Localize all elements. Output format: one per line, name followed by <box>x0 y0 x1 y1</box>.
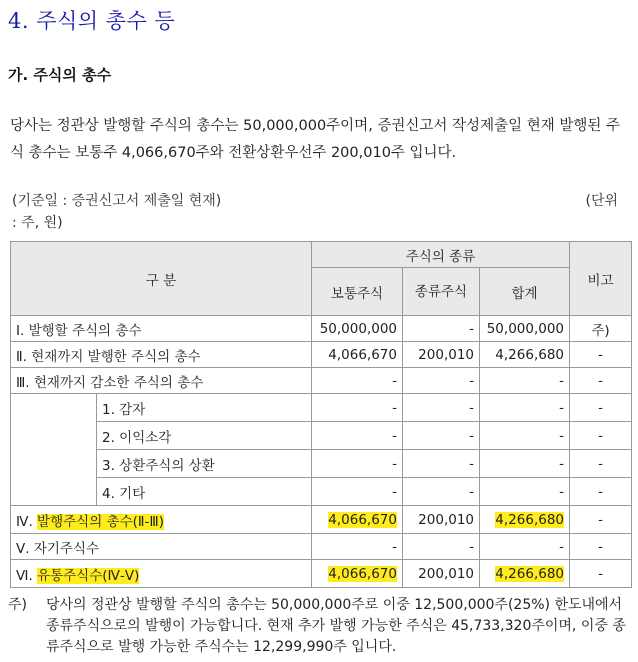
basis-date <box>12 190 221 234</box>
table-header-row-1 <box>11 242 632 268</box>
cell-common: - <box>312 422 403 450</box>
cell-common: 4,066,670 <box>312 342 403 368</box>
cell-class-stock: 200,010 <box>403 560 480 588</box>
row-label: 3. 상환주식의 상환 <box>97 450 312 478</box>
footnote-mark: 주) <box>8 597 27 613</box>
cell-class-stock: - <box>403 534 480 560</box>
row-label: 4. 기타 <box>97 478 312 506</box>
cell-remarks: - <box>570 478 632 506</box>
cell-common <box>312 560 403 588</box>
row-label: 1. 감자 <box>97 394 312 422</box>
highlighted-label: 발행주식의 총수(Ⅱ-Ⅲ) <box>37 513 164 530</box>
cell-total: - <box>480 368 570 394</box>
cell-remarks: - <box>570 368 632 394</box>
table-row <box>11 534 632 560</box>
cell-total <box>480 506 570 534</box>
header-remarks: 비고 <box>570 242 632 316</box>
row-label: 2. 이익소각 <box>97 422 312 450</box>
cell-remarks: - <box>570 422 632 450</box>
cell-common: - <box>312 394 403 422</box>
subsection-title: 가. 주식의 총수 <box>8 66 112 84</box>
header-total: 합계 <box>480 268 570 316</box>
cell-common: - <box>312 478 403 506</box>
cell-common <box>312 506 403 534</box>
share-count-table <box>10 241 632 588</box>
header-category: 구 분 <box>11 242 312 316</box>
cell-total: - <box>480 534 570 560</box>
cell-total: - <box>480 478 570 506</box>
cell-remarks: - <box>570 506 632 534</box>
intro-paragraph: 당사는 정관상 발행할 주식의 총수는 50,000,000주이며, 증권신고서 작성제출일 현재 발행된 주식 총수는 보통주 4,066,670주와 전환상환우선주 200,010주 입니다. <box>10 118 620 161</box>
cell-total: - <box>480 394 570 422</box>
row-label: Ⅰ. 발행할 주식의 총수 <box>11 316 312 342</box>
cell-total <box>480 560 570 588</box>
cell-class-stock: 200,010 <box>403 342 480 368</box>
header-class-stock: 종류주식 <box>403 268 480 316</box>
footnote-text: 당사의 정관상 발행할 주식의 총수는 50,000,000주로 이중 12,500,000주(25%) 한도내에서 종류주식으로의 발행이 가능합니다. 현재 추가 발행 가능한 주식은 45,733,320주이며, 이중 종류주식으로 발행 가능한 주식수는 12,299,990주 입니다. <box>46 597 626 655</box>
highlighted-label: 유통주식수(Ⅳ-Ⅴ) <box>37 567 140 584</box>
cell-total: - <box>480 422 570 450</box>
highlighted-value: 4,066,670 <box>328 511 397 528</box>
cell-remarks: 주) <box>570 316 632 342</box>
highlighted-value: 4,266,680 <box>495 565 565 582</box>
cell-remarks: - <box>570 342 632 368</box>
table-row <box>11 394 632 422</box>
highlighted-value: 4,066,670 <box>328 565 397 582</box>
cell-class-stock: - <box>403 394 480 422</box>
cell-remarks: - <box>570 560 632 588</box>
cell-remarks: - <box>570 394 632 422</box>
row-label <box>11 560 312 588</box>
table-row <box>11 560 632 588</box>
cell-common: - <box>312 368 403 394</box>
cell-class-stock: - <box>403 450 480 478</box>
cell-class-stock: - <box>403 422 480 450</box>
header-stock-type: 주식의 종류 <box>312 242 570 268</box>
cell-total: 50,000,000 <box>480 316 570 342</box>
section-title: 4. 주식의 총수 등 <box>8 9 176 33</box>
table-row <box>11 368 632 394</box>
unit-label: (단위 <box>585 193 618 209</box>
cell-remarks: - <box>570 534 632 560</box>
table-row <box>11 342 632 368</box>
cell-total: 4,266,680 <box>480 342 570 368</box>
basis-line-2: : 주, 원) <box>12 215 63 231</box>
cell-class-stock: - <box>403 316 480 342</box>
table-row <box>11 422 632 450</box>
cell-class-stock: - <box>403 368 480 394</box>
table-row <box>11 450 632 478</box>
cell-class-stock: 200,010 <box>403 506 480 534</box>
basis-line-1: (기준일 : 증권신고서 제출일 현재) <box>12 193 222 209</box>
cell-class-stock: - <box>403 478 480 506</box>
table-row <box>11 316 632 342</box>
footnote <box>8 595 628 658</box>
cell-total: - <box>480 450 570 478</box>
cell-common: - <box>312 534 403 560</box>
row-label: Ⅴ. 자기주식수 <box>11 534 312 560</box>
row-label: Ⅲ. 현재까지 감소한 주식의 총수 <box>11 368 312 394</box>
sub-row-spacer <box>11 394 97 506</box>
cell-remarks: - <box>570 450 632 478</box>
cell-common: 50,000,000 <box>312 316 403 342</box>
header-common: 보통주식 <box>312 268 403 316</box>
table-row <box>11 478 632 506</box>
row-label <box>11 506 312 534</box>
highlighted-value: 4,266,680 <box>495 511 565 528</box>
cell-common: - <box>312 450 403 478</box>
table-row <box>11 506 632 534</box>
row-prefix: Ⅳ. <box>16 513 38 530</box>
row-prefix: Ⅵ. <box>16 567 38 584</box>
row-label: Ⅱ. 현재까지 발행한 주식의 총수 <box>11 342 312 368</box>
